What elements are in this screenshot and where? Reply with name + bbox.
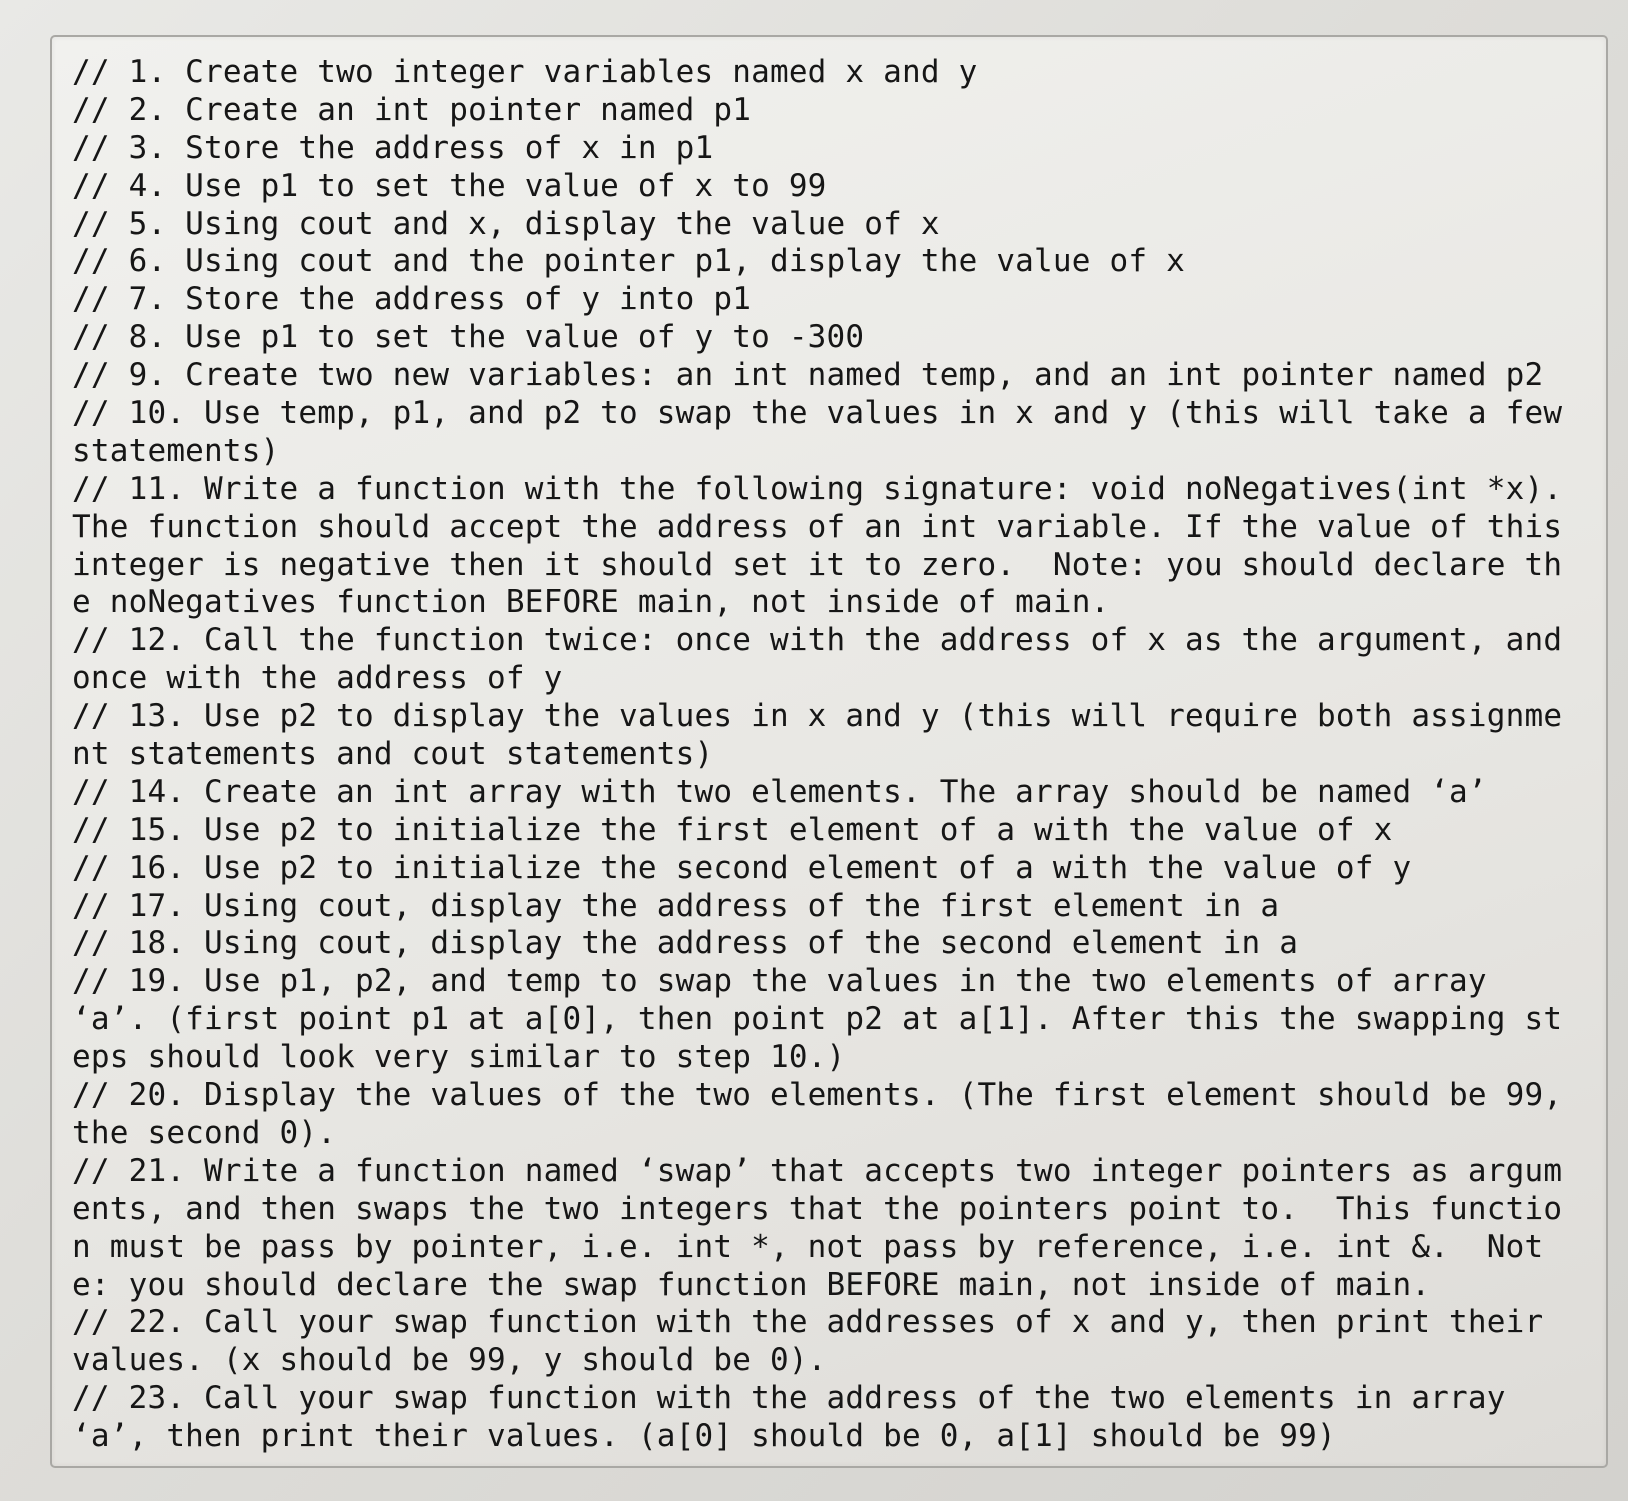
instruction-line: ents, and then swaps the two integers that the pointers point to. This functio xyxy=(72,1190,1563,1227)
instruction-line: // 4. Use p1 to set the value of x to 99 xyxy=(72,167,827,204)
instruction-line: // 21. Write a function named ‘swap’ that accepts two integer pointers as argum xyxy=(72,1152,1563,1189)
instruction-line: ‘a’. (first point p1 at a[0], then point p2 at a[1]. After this the swapping st xyxy=(72,1001,1563,1038)
instruction-line: once with the address of y xyxy=(72,660,563,697)
instruction-line: The function should accept the address of an int variable. If the value of this xyxy=(72,508,1563,545)
instruction-line: integer is negative then it should set it to zero. Note: you should declare th xyxy=(72,546,1563,583)
instruction-line: // 18. Using cout, display the address of the second element in a xyxy=(72,925,1299,962)
instruction-line: // 16. Use p2 to initialize the second element of a with the value of y xyxy=(72,849,1412,886)
code-comment-block xyxy=(72,54,1592,1456)
instruction-line: n must be pass by pointer, i.e. int *, not pass by reference, i.e. int &. Not xyxy=(72,1228,1544,1265)
instruction-line: // 8. Use p1 to set the value of y to -300 xyxy=(72,319,865,356)
instruction-line: e noNegatives function BEFORE main, not inside of main. xyxy=(72,584,1110,621)
instruction-line: // 7. Store the address of y into p1 xyxy=(72,281,752,318)
instruction-line: // 11. Write a function with the following signature: void noNegatives(int *x). xyxy=(72,470,1563,507)
instruction-line: // 15. Use p2 to initialize the first element of a with the value of x xyxy=(72,811,1393,848)
instruction-line: // 14. Create an int array with two elements. The array should be named ‘a’ xyxy=(72,773,1487,810)
instruction-line: // 12. Call the function twice: once with the address of x as the argument, and xyxy=(72,622,1563,659)
instruction-line: ‘a’, then print their values. (a[0] should be 0, a[1] should be 99) xyxy=(72,1418,1336,1455)
instruction-line: // 17. Using cout, display the address of the first element in a xyxy=(72,887,1280,924)
instruction-line: // 20. Display the values of the two elements. (The first element should be 99, xyxy=(72,1077,1563,1114)
instruction-line: // 9. Create two new variables: an int named temp, and an int pointer named p2 xyxy=(72,357,1544,394)
instruction-line: // 22. Call your swap function with the addresses of x and y, then print their xyxy=(72,1304,1544,1341)
instructions-panel xyxy=(50,35,1608,1468)
instruction-line: // 23. Call your swap function with the address of the two elements in array xyxy=(72,1380,1506,1417)
instruction-line: // 1. Create two integer variables named x and y xyxy=(72,54,978,90)
instruction-line: // 6. Using cout and the pointer p1, display the value of x xyxy=(72,243,1185,280)
instruction-line: // 2. Create an int pointer named p1 xyxy=(72,91,752,128)
instruction-line: e: you should declare the swap function BEFORE main, not inside of main. xyxy=(72,1266,1431,1303)
instruction-line: // 10. Use temp, p1, and p2 to swap the values in x and y (this will take a few xyxy=(72,395,1563,432)
instruction-line: the second 0). xyxy=(72,1114,337,1151)
instruction-line: nt statements and cout statements) xyxy=(72,736,714,773)
instruction-line: // 13. Use p2 to display the values in x and y (this will require both assignme xyxy=(72,698,1563,735)
instruction-line: // 19. Use p1, p2, and temp to swap the values in the two elements of array xyxy=(72,963,1487,1000)
instruction-line: values. (x should be 99, y should be 0). xyxy=(72,1342,827,1379)
instruction-line: eps should look very similar to step 10.) xyxy=(72,1039,846,1076)
instruction-line: statements) xyxy=(72,432,280,469)
instruction-line: // 3. Store the address of x in p1 xyxy=(72,129,714,166)
instruction-line: // 5. Using cout and x, display the value of x xyxy=(72,205,940,242)
